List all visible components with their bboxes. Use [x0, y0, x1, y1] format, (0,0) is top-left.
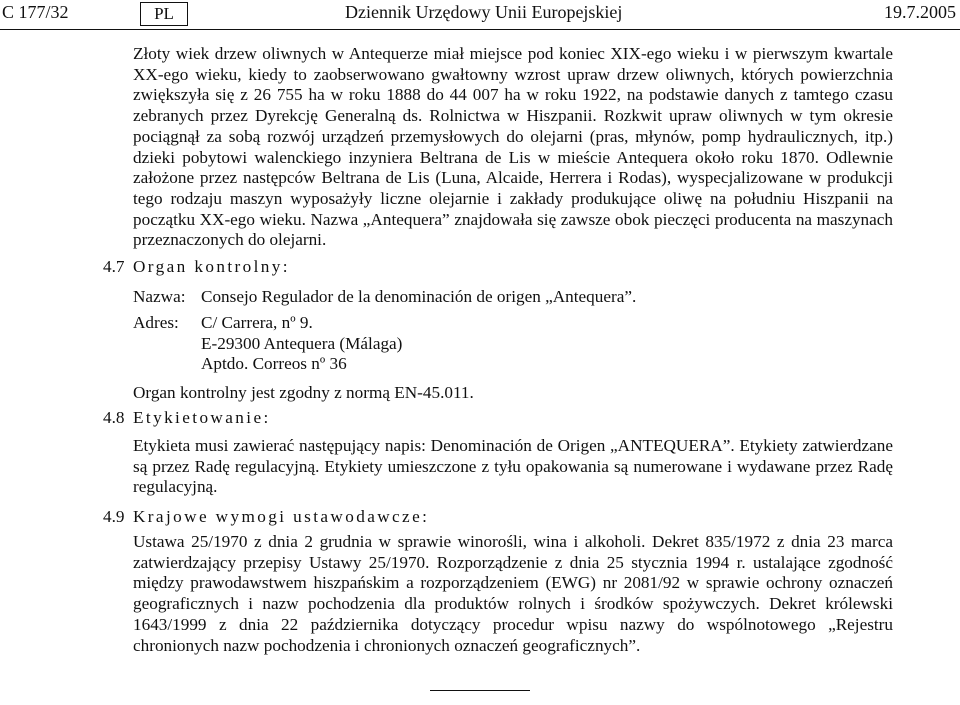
name-label: Nazwa: [133, 287, 186, 306]
legislation-paragraph: Ustawa 25/1970 z dnia 2 grudnia w sprawie winorośli, wina i alkoholi. Dekret 835/1972 z dnia 23 marca zatwierdzający przepisy Ustawy 25/1970. Rozporządzenie z dnia 25 stycznia 1994 r. ustalające zgodność między prawodawstwem hiszpańskim a rozporządzeniem (EWG) nr 2081/92 w sprawie ochrony oznaczeń geograficznych i nazw pochodzenia dla produktów rolnych i środków spożywczych. Dekret królewski 1643/1999 z dnia 22 października dotyczący procedur wpisu nazwy do wspólnotowego „Rejestru chronionych nazw pochodzenia i chronionych oznaczeń geograficznych”. [133, 532, 893, 655]
address-line: Aptdo. Correos nº 36 [201, 354, 347, 374]
section-4-7-title: Organ kontrolny: [133, 257, 290, 276]
section-4-9-number: 4.9 [103, 507, 125, 526]
labelling-paragraph: Etykieta musi zawierać następujący napis: Denominación de Origen „ANTEQUERA”. Etykiety zatwierdzane są przez Radę regulacyjną. Etykiety umieszczone z tyłu opakowania są numerowane i wydawane przez Radę regulacyjną. [133, 436, 893, 497]
page-number: C 177/32 [2, 2, 69, 22]
language-badge: PL [140, 2, 188, 26]
address-block [201, 313, 402, 375]
compliance-statement: Organ kontrolny jest zgodny z normą EN-45.011. [133, 383, 474, 402]
publication-date: 19.7.2005 [884, 2, 956, 22]
section-4-9-title: Krajowe wymogi ustawodawcze: [133, 507, 430, 526]
address-label: Adres: [133, 313, 179, 332]
address-line: C/ Carrera, nº 9. [201, 313, 313, 332]
name-value: Consejo Regulador de la denominación de origen „Antequera”. [201, 287, 637, 306]
section-4-8-title: Etykietowanie: [133, 408, 271, 427]
journal-title: Dziennik Urzędowy Unii Europejskiej [345, 2, 623, 22]
header-rule [0, 29, 960, 30]
address-line: E-29300 Antequera (Málaga) [201, 333, 403, 353]
section-4-7-number: 4.7 [103, 257, 125, 276]
section-4-8-number: 4.8 [103, 408, 125, 427]
footer-rule [430, 690, 530, 691]
page-header [0, 0, 960, 34]
intro-paragraph: Złoty wiek drzew oliwnych w Antequerze miał miejsce pod koniec XIX-ego wieku i w pierwszym kwartale XX-ego wieku, kiedy to zaobserwowano gwałtowny wzrost upraw drzew oliwnych, których powierzchnia zwiększyła się z 26 755 ha w roku 1888 do 44 007 ha w roku 1922, na podstawie danych z tamtego czasu zebranych przez Dyrekcję Generalną ds. Rolnictwa w Hiszpanii. Rozkwit upraw oliwnych w tym okresie pociągnął za sobą rozwój urządzeń przemysłowych do olejarni (pras, młynów, pomp hydraulicznych, itp.) dzieki pobytowi walenckiego inzyniera Beltrana de Lis w mieście Antequera około roku 1870. Odlewnie założone przez następców Beltrana de Lis (Luna, Alcaide, Herrera i Rodas), wyspecjalizowane w produkcji tego rodzaju maszyn wyposażyły liczne olejarnie i zakłady produkujące oliwę na południu Hiszpanii na początku XX-ego wieku. Nazwa „Antequera” znajdowała się zawsze obok pieczęci producenta na maszynach przeznaczonych do olejarni. [133, 44, 893, 250]
